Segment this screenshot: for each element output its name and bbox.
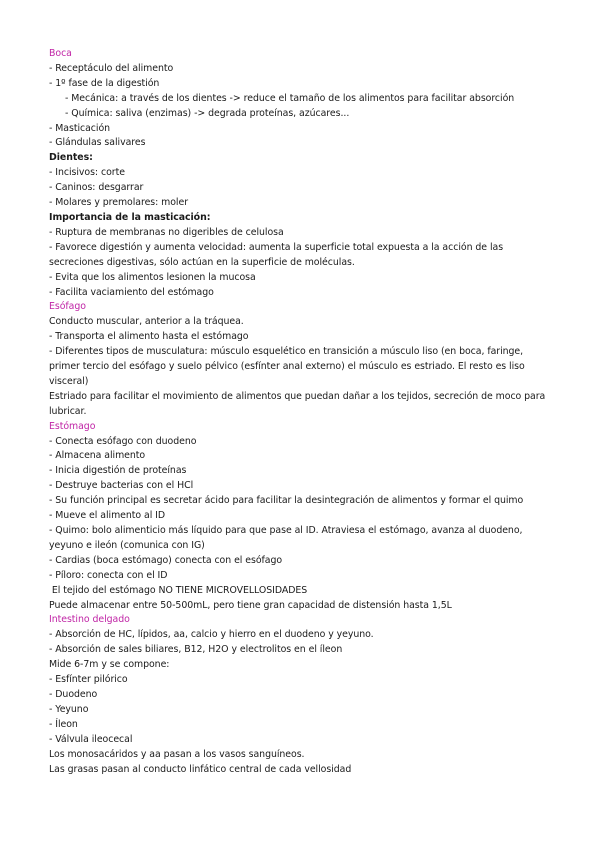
list-item: - Caninos: desgarrar <box>49 182 144 194</box>
list-item: - Receptáculo del alimento <box>49 62 174 74</box>
subheading-dientes: Dientes: <box>49 152 93 164</box>
list-item: - Absorción de sales biliares, B12, H2O y electrolitos en el íleon <box>49 644 343 656</box>
list-item: - Masticación <box>49 122 111 134</box>
list-item: - Mecánica: a través de los dientes -> reduce el tamaño de los alimentos para facilitar absorción <box>65 92 515 104</box>
list-item: - Evita que los alimentos lesionen la mucosa <box>49 271 256 283</box>
list-item: - Ruptura de membranas no digeribles de celulosa <box>49 226 284 238</box>
list-item: - Absorción de HC, lípidos, aa, calcio y hierro en el duodeno y yeyuno. <box>49 629 374 641</box>
list-item: - Esfínter pilórico <box>49 674 128 686</box>
paragraph-line: Mide 6-7m y se compone: <box>49 659 170 671</box>
list-item: - Mueve el alimento al ID <box>49 510 166 522</box>
heading-estomago: Estómago <box>49 420 96 432</box>
paragraph-line: Las grasas pasan al conducto linfático central de cada vellosidad <box>49 763 352 775</box>
list-item: - Cardias (boca estómago) conecta con el esófago <box>49 554 283 566</box>
list-item: - Duodeno <box>49 688 98 700</box>
list-item: - Quimo: bolo alimenticio más líquido para que pase al ID. Atraviesa el estómago, avanza al duodeno, yeyuno e ileón (comunica con IG) <box>49 525 523 551</box>
list-item: - Píloro: conecta con el ID <box>49 569 168 581</box>
heading-esofago: Esófago <box>49 301 86 313</box>
list-item: - Inicia digestión de proteínas <box>49 465 187 477</box>
list-item: - Transporta el alimento hasta el estómago <box>49 331 249 343</box>
list-item: - Válvula ileocecal <box>49 733 133 745</box>
paragraph-line: Los monosacáridos y aa pasan a los vasos sanguíneos. <box>49 748 305 760</box>
list-item: - Molares y premolares: moler <box>49 197 189 209</box>
list-item: - Glándulas salivares <box>49 137 146 149</box>
paragraph-line: El tejido del estómago NO TIENE MICROVELLOSIDADES <box>49 584 308 596</box>
subheading-importancia: Importancia de la masticación: <box>49 211 211 223</box>
heading-intestino-delgado: Intestino delgado <box>49 614 130 626</box>
paragraph-line: Conducto muscular, anterior a la tráquea. <box>49 316 244 328</box>
list-item: - Diferentes tipos de musculatura: músculo esquelético en transición a músculo liso (en boca, faringe, primer tercio del esófago y suelo pélvico (esfínter anal externo) el músculo es estriado. El resto es liso visceral) <box>49 346 525 387</box>
list-item: - 1º fase de la digestión <box>49 77 160 89</box>
paragraph-line: Estriado para facilitar el movimiento de alimentos que puedan dañar a los tejidos, secreción de moco para lubricar. <box>49 390 546 417</box>
list-item: - Facilita vaciamiento del estómago <box>49 286 214 298</box>
list-item: - Íleon <box>49 718 78 730</box>
heading-boca: Boca <box>49 48 72 59</box>
list-item: - Favorece digestión y aumenta velocidad: aumenta la superficie total expuesta a la acción de las secreciones digestivas, sólo actúan en la superficie de moléculas. <box>49 241 504 268</box>
notes-content <box>49 47 554 777</box>
list-item: - Incisivos: corte <box>49 167 125 179</box>
list-item: - Conecta esófago con duodeno <box>49 435 197 447</box>
list-item: - Química: saliva (enzimas) -> degrada proteínas, azúcares... <box>65 107 350 119</box>
list-item: - Yeyuno <box>49 703 89 715</box>
paragraph-line: Puede almacenar entre 50-500mL, pero tiene gran capacidad de distensión hasta 1,5L <box>49 599 452 611</box>
list-item: - Almacena alimento <box>49 450 146 462</box>
list-item: - Destruye bacterias con el HCl <box>49 480 194 492</box>
list-item: - Su función principal es secretar ácido para facilitar la desintegración de alimentos y formar el quimo <box>49 495 524 507</box>
